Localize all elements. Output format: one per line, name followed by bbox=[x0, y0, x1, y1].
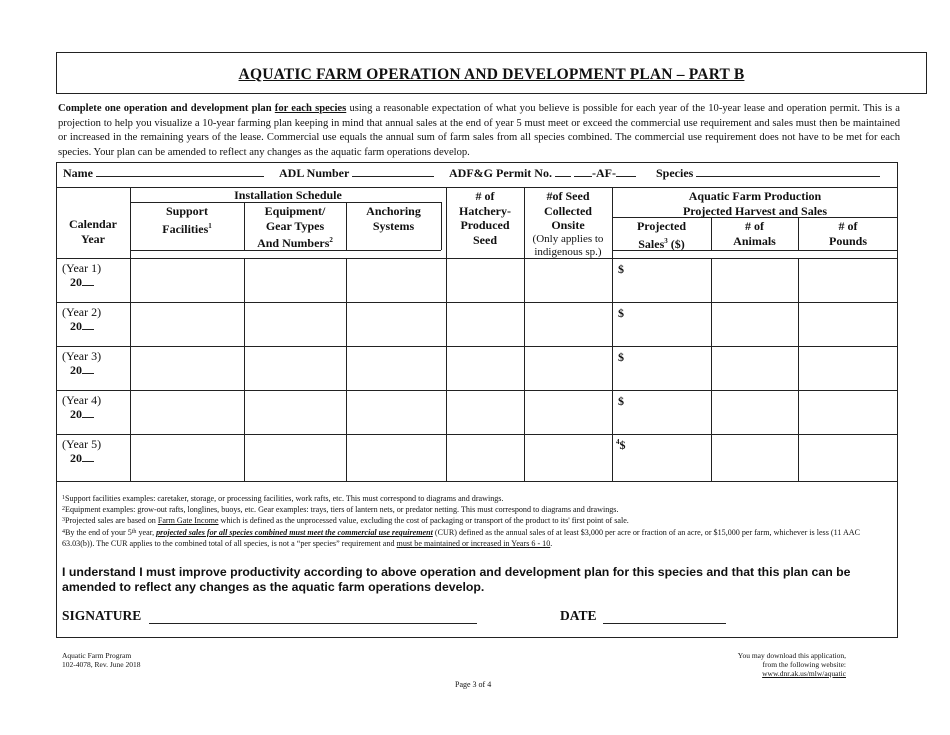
col-header-line: Systems bbox=[372, 218, 415, 233]
col-header-seed-collected bbox=[524, 189, 612, 259]
footnote-ref: 1 bbox=[208, 221, 212, 230]
table-bottom-line bbox=[56, 481, 898, 482]
page-title: AQUATIC FARM OPERATION AND DEVELOPMENT PLAN – PART B bbox=[238, 66, 745, 83]
species-field bbox=[656, 165, 880, 181]
permit-field bbox=[449, 165, 636, 181]
species-label: Species bbox=[656, 166, 694, 180]
permit-input-1[interactable] bbox=[555, 165, 571, 177]
col-header-anchoring bbox=[346, 204, 441, 233]
row-divider bbox=[56, 346, 898, 347]
footer-left bbox=[62, 651, 140, 669]
col-header-line: Seed bbox=[473, 232, 497, 247]
footnote-text: (CUR) defined as the annual sales of at least $3,000 per acre or fraction of an acre, or $15,000 per farm, whichever is less (11 AAC 63.03(b)). The CUR applies to the combined total of all species, is not a “per species” requirement and bbox=[62, 527, 861, 548]
footnote-ref: 3 bbox=[664, 236, 668, 245]
instructions-emphasis: for each species bbox=[274, 103, 347, 114]
adl-input[interactable] bbox=[352, 165, 434, 177]
date-input[interactable] bbox=[603, 623, 726, 624]
col-header-line: Projected Harvest and Sales bbox=[682, 203, 828, 218]
col-header-note: indigenous sp.) bbox=[534, 245, 602, 258]
col-header-line: # of bbox=[745, 219, 764, 233]
footnote-ref: 4 bbox=[616, 438, 620, 446]
row-divider bbox=[56, 302, 898, 303]
col-header-line: Collected bbox=[544, 203, 592, 218]
date-label: DATE bbox=[560, 608, 597, 623]
col-header-pounds bbox=[798, 219, 898, 248]
col-header-line: #of Seed bbox=[546, 189, 590, 203]
year-input[interactable] bbox=[82, 407, 94, 418]
footer-website-link[interactable]: www.dnr.ak.us/mlw/aquatic bbox=[762, 669, 846, 678]
permit-input-2[interactable] bbox=[574, 165, 592, 177]
installation-subbox-right bbox=[441, 202, 442, 250]
row-year-prefix: 20 bbox=[70, 363, 82, 377]
col-divider bbox=[711, 258, 712, 481]
col-header-line: # of bbox=[838, 219, 858, 233]
row-year-label: (Year 1) bbox=[62, 261, 102, 275]
page-number: Page 3 of 4 bbox=[455, 680, 492, 689]
col-header-line: Year bbox=[81, 231, 105, 246]
col-divider bbox=[798, 258, 799, 481]
table-row bbox=[62, 437, 101, 465]
sales-dollar-sign bbox=[616, 438, 626, 453]
col-header-line: Anchoring bbox=[366, 204, 421, 218]
sales-dollar-sign: $ bbox=[618, 306, 624, 320]
col-divider bbox=[244, 258, 245, 481]
row-divider bbox=[56, 390, 898, 391]
footnote-2: $^2$Equipment examples: grow-out rafts, longlines, buoys, etc. Gear examples: trays, tiers of lantern nets, or predator netting. This must correspond to diagrams and drawings. bbox=[62, 505, 619, 515]
name-input[interactable] bbox=[96, 165, 264, 177]
footnote-text: year, bbox=[136, 527, 157, 537]
col-header-line: Gear Types bbox=[265, 218, 325, 233]
name-label: Name bbox=[63, 166, 93, 180]
col-header-line: ($) bbox=[670, 236, 685, 251]
year-input[interactable] bbox=[82, 319, 94, 330]
col-header-installation-schedule: Installation Schedule bbox=[234, 188, 342, 202]
col-header-line: Equipment/ bbox=[264, 204, 326, 218]
footnotes bbox=[62, 493, 892, 549]
footnote-3: $^3$Projected sales are based on Farm Gate Income which is defined as the unprocessed value, excluding the cost of packaging or transport of the product to its' first point of sale. bbox=[62, 516, 629, 526]
year-input[interactable] bbox=[82, 275, 94, 286]
acknowledgement-statement: I understand I must improve productivity according to above operation and development plan for this species and that this plan can be amended to reflect any changes as the aquatic farm operations develop. bbox=[62, 565, 851, 594]
row-year-prefix: 20 bbox=[70, 407, 82, 421]
col-header-support-facilities bbox=[130, 204, 244, 236]
row-year-label: (Year 3) bbox=[62, 349, 102, 363]
col-header-line: Pounds bbox=[828, 233, 868, 248]
footnote-ref: 2 bbox=[329, 236, 333, 244]
col-header-line: And Numbers bbox=[257, 236, 330, 250]
instructions-paragraph bbox=[58, 102, 900, 160]
footer-form-number: 102-4078, Rev. June 2018 bbox=[62, 660, 141, 669]
footnote-4: $^4$By the end of your 5th year, projected sales for all species combined must meet the commercial use requirement (CUR) defined as the annual sales of at least $3,000 per acre or fraction of an acre, or $15,000 per farm, whichever is less (11 AAC 63.03(b)). The CUR applies to the combined total of all species, is not a “per species” requirement and must be maintained or increased in Years 6 - 10. bbox=[62, 527, 861, 548]
col-header-projected-sales bbox=[612, 219, 711, 251]
col-header-line: Calendar bbox=[69, 217, 117, 231]
col-header-equipment bbox=[244, 204, 346, 251]
footnote-ordinal: th bbox=[131, 528, 137, 535]
sales-dollar-sign: $ bbox=[618, 394, 624, 408]
row-year-label: (Year 4) bbox=[62, 393, 102, 407]
instructions-body: using a reasonable expectation of what you believe is possible for each year of the 10-year lease and operation permit. This is a projection to help you visualize a 10-year farming plan keeping in mind that annual sales at the end of year 5 must meet or exceed the commercial use requirement and sales must then be maintained or increased in the remaining years of the lease. Commercial use equals the annual sum of farm sales from all species combined. The commercial use requirement does not have to be met for each species. Your plan can be amended to reflect any changes as the aquatic farm operations develop. bbox=[58, 103, 900, 158]
signature-input[interactable] bbox=[149, 623, 477, 624]
permit-af-label: -AF- bbox=[591, 166, 616, 180]
row-year-prefix: 20 bbox=[70, 451, 82, 465]
footer-right bbox=[700, 651, 846, 678]
permit-input-3[interactable] bbox=[616, 165, 636, 177]
footnote-text: Equipment examples: grow-out rafts, longlines, buoys, etc. Gear examples: trays, tiers of lantern nets, or predator netting. This must correspond to diagrams and drawings. bbox=[65, 505, 619, 515]
row-year-prefix: 20 bbox=[70, 275, 82, 289]
year-input[interactable] bbox=[82, 363, 94, 374]
table-row bbox=[62, 261, 101, 289]
row-year-label: (Year 2) bbox=[62, 305, 102, 319]
footnote-text: which is defined as the unprocessed value, excluding the cost of packaging or transport of the product to its' first point of sale. bbox=[218, 516, 629, 526]
footnote-text: By the end of your 5 bbox=[65, 527, 132, 537]
row-year-prefix: 20 bbox=[70, 319, 82, 333]
table-header-bottom bbox=[56, 258, 898, 259]
footnote-text: Projected sales are based on bbox=[65, 516, 158, 526]
col-header-line: Animals bbox=[733, 233, 776, 248]
species-input[interactable] bbox=[696, 165, 880, 177]
col-header-calendar-year bbox=[56, 217, 130, 246]
table-row bbox=[62, 305, 101, 333]
footnote-emphasis: must be maintained or increased in Years 6 - 10 bbox=[396, 538, 551, 548]
row-divider bbox=[56, 434, 898, 435]
footer-program: Aquatic Farm Program bbox=[62, 651, 132, 660]
adl-label: ADL Number bbox=[279, 166, 350, 180]
col-divider bbox=[346, 258, 347, 481]
table-row bbox=[62, 393, 101, 421]
col-header-production bbox=[612, 189, 898, 218]
col-header-line: Support bbox=[165, 204, 209, 218]
col-header-line: # of bbox=[475, 189, 495, 203]
col-header-line: Onsite bbox=[551, 218, 585, 232]
col-header-line: Hatchery- bbox=[459, 203, 511, 218]
sales-dollar-sign: $ bbox=[618, 350, 624, 364]
footnote-emphasis: Farm Gate Income bbox=[157, 516, 219, 526]
sales-dollar-sign: $ bbox=[618, 262, 624, 276]
permit-label: ADF&G Permit No. bbox=[449, 166, 552, 180]
footer-download-note: from the following website: bbox=[762, 660, 846, 669]
footnote-1: $^1$Support facilities examples: caretaker, storage, or processing facilities, work rafts, etc. This must correspond to diagrams and drawings. bbox=[62, 494, 504, 503]
signature-label: SIGNATURE bbox=[62, 608, 142, 623]
adl-field bbox=[279, 165, 434, 181]
footnote-text: . bbox=[550, 538, 553, 548]
col-header-line: Sales bbox=[638, 236, 665, 251]
row-year-label: (Year 5) bbox=[62, 437, 102, 451]
table-row bbox=[62, 349, 101, 377]
footer-download-note: You may download this application, bbox=[737, 651, 846, 660]
name-field bbox=[63, 165, 264, 181]
year-input[interactable] bbox=[82, 451, 94, 462]
col-header-line: Projected bbox=[636, 219, 687, 233]
col-header-line: Aquatic Farm Production bbox=[688, 189, 822, 203]
col-header-animals bbox=[711, 219, 798, 248]
col-header-hatchery bbox=[446, 189, 524, 247]
col-header-line: Produced bbox=[460, 218, 510, 232]
footnote-emphasis: projected sales for all species combined must meet the commercial use requirement bbox=[156, 527, 433, 537]
col-header-note: (Only applies to bbox=[532, 232, 604, 245]
instructions-lead: Complete one operation and development plan bbox=[58, 103, 275, 114]
title-box bbox=[56, 52, 927, 94]
col-header-line: Facilities bbox=[162, 221, 209, 236]
sales-dollar-glyph: $ bbox=[619, 438, 626, 452]
footnote-text: Support facilities examples: caretaker, storage, or processing facilities, work rafts, etc. This must correspond to diagrams and drawings. bbox=[65, 494, 504, 503]
